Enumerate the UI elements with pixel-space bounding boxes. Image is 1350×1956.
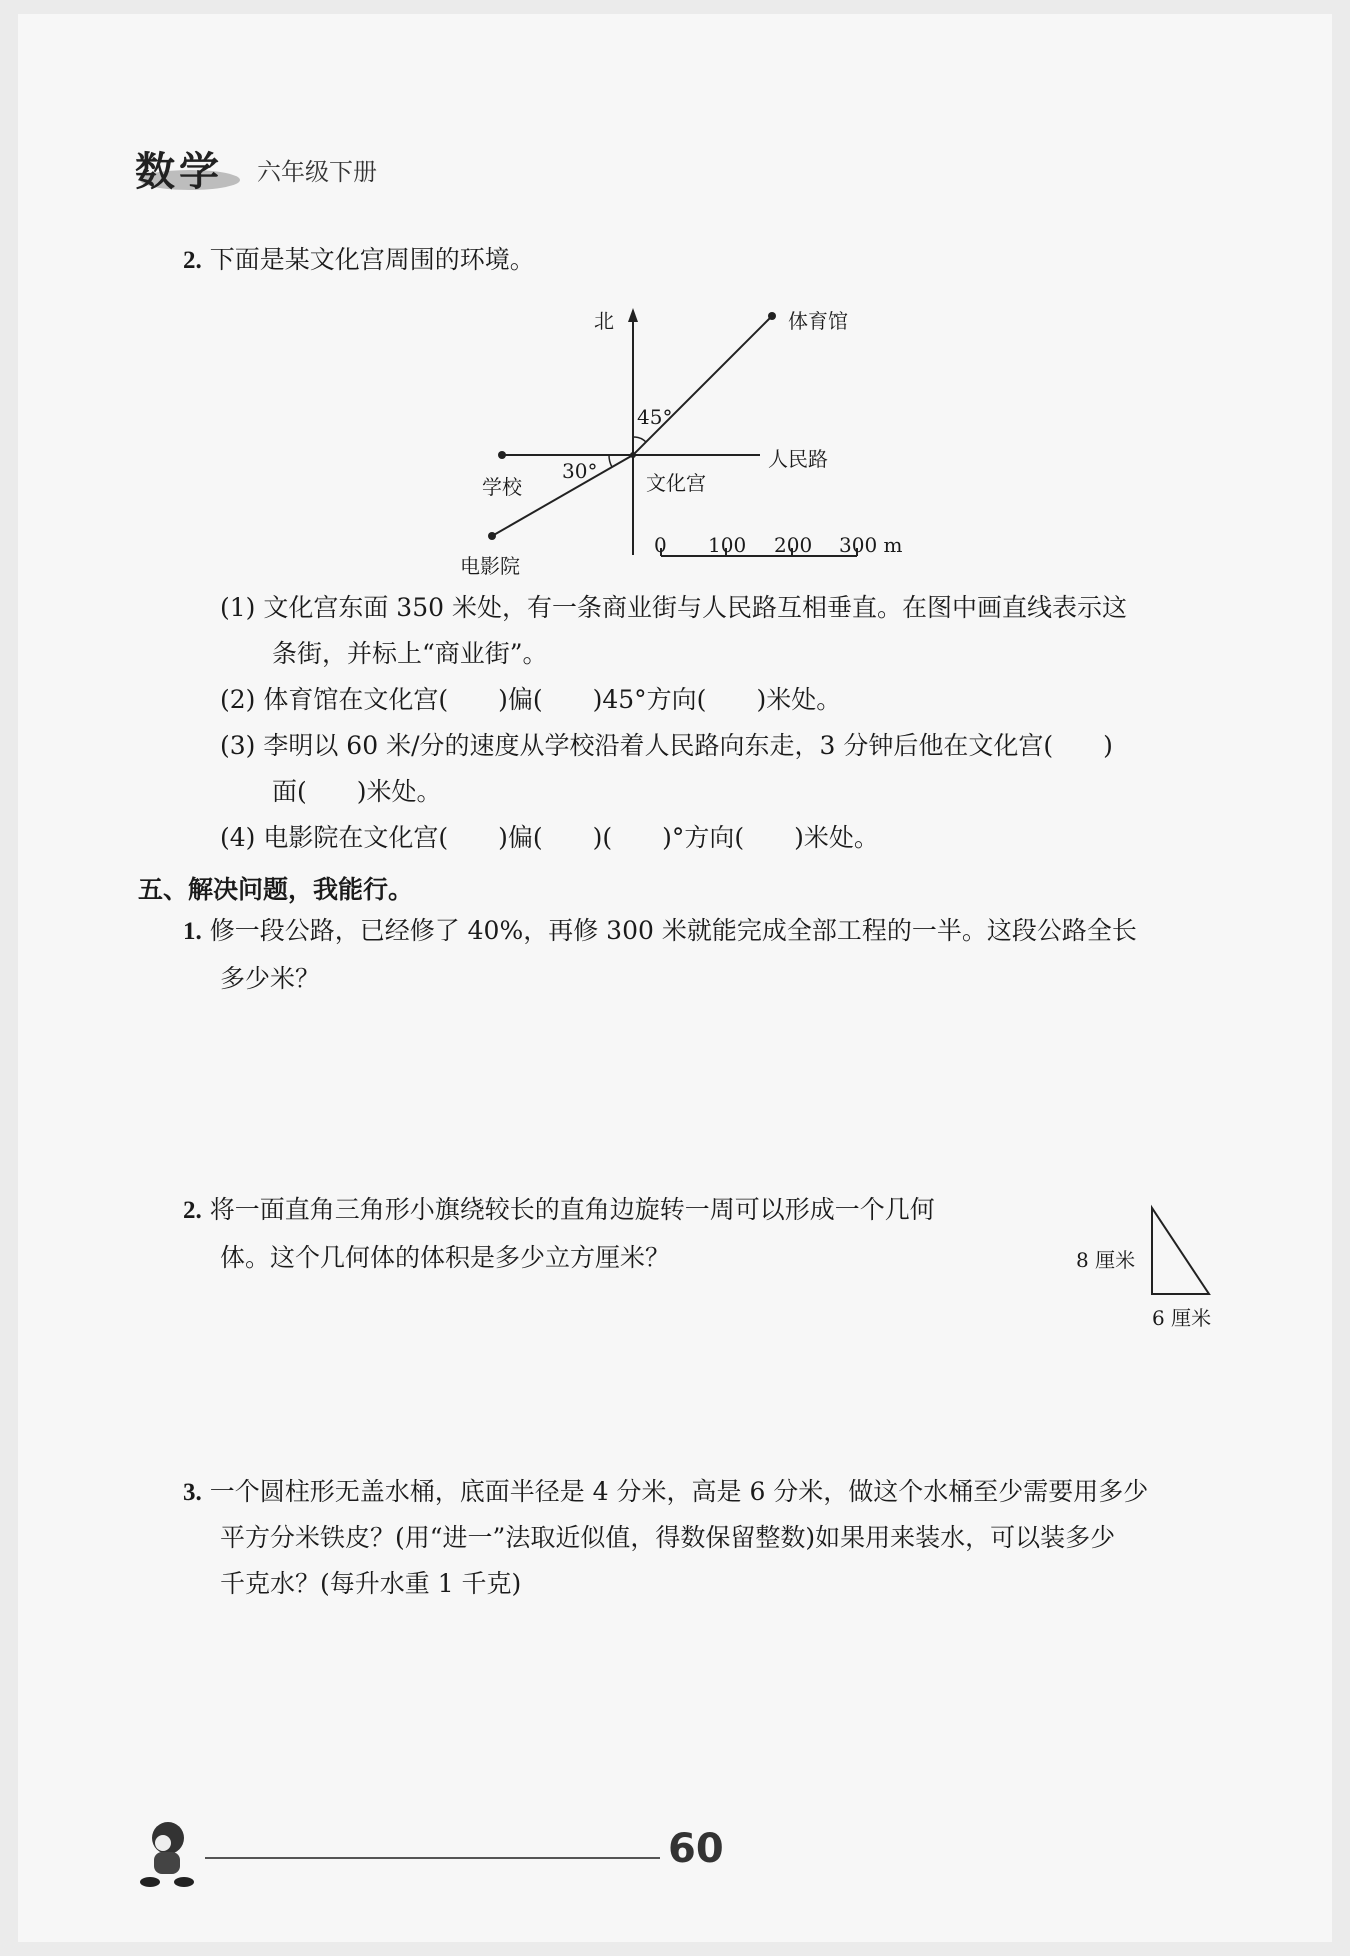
mascot-foot-right <box>174 1877 194 1887</box>
p3-line1: 一个圆柱形无盖水桶，底面半径是 4 分米，高是 6 分米，做这个水桶至少需要用多少 <box>209 1477 1149 1506</box>
q2-title: 下面是某文化宫周围的环境。 <box>209 245 535 274</box>
angle-30-label: 30° <box>562 459 598 483</box>
mascot-body <box>154 1852 180 1874</box>
scale-label-0: 0 <box>654 533 667 557</box>
p2-number: 2. <box>183 1197 202 1224</box>
scale-label-100: 100 <box>708 533 747 557</box>
scale-label-300m: 300 m <box>839 533 903 557</box>
q2-sub3-line2: 面( )米处。 <box>272 777 442 806</box>
p2-line1: 将一面直角三角形小旗绕较长的直角边旋转一周可以形成一个几何 <box>209 1195 935 1224</box>
triangle-base-label: 6 厘米 <box>1152 1306 1212 1330</box>
scale-label-200: 200 <box>774 533 813 557</box>
p2-line2: 体。这个几何体的体积是多少立方厘米？ <box>220 1243 671 1272</box>
footer-rule <box>205 1857 660 1859</box>
school-label: 学校 <box>482 475 522 499</box>
triangle-height-label: 8 厘米 <box>1076 1248 1136 1272</box>
q2-sub2: (2) 体育馆在文化宫( )偏( )45°方向( )米处。 <box>220 685 842 714</box>
p1-number: 1. <box>183 918 202 945</box>
q2-sub4: (4) 电影院在文化宫( )偏( )( )°方向( )米处。 <box>220 823 879 852</box>
road-label: 人民路 <box>768 447 828 471</box>
q2-number: 2. <box>183 247 202 274</box>
section5-title: 五、解决问题，我能行。 <box>138 875 414 904</box>
p3-line3: 千克水？(每升水重 1 千克) <box>220 1569 522 1598</box>
q2-sub3-line1: (3) 李明以 60 米/分的速度从学校沿着人民路向东走，3 分钟后他在文化宫( ) <box>220 731 1113 760</box>
mascot-foot-left <box>140 1877 160 1887</box>
grade-label: 六年级下册 <box>257 158 377 186</box>
north-label: 北 <box>594 309 614 333</box>
p1-line2: 多少米？ <box>220 964 321 993</box>
page-number: 60 <box>668 1826 724 1872</box>
subject-title: 数学 <box>135 149 223 195</box>
center-label: 文化宫 <box>646 471 706 495</box>
q2-sub1-line1: (1) 文化宫东面 350 米处，有一条商业街与人民路互相垂直。在图中画直线表示这 <box>220 593 1127 622</box>
mascot-face <box>155 1835 171 1851</box>
angle-45-label: 45° <box>637 405 673 429</box>
stadium-label: 体育馆 <box>788 309 848 333</box>
p1-line1: 修一段公路，已经修了 40%，再修 300 米就能完成全部工程的一半。这段公路全长 <box>209 916 1137 945</box>
cinema-label: 电影院 <box>460 554 520 578</box>
p3-number: 3. <box>183 1479 202 1506</box>
p3-line2: 平方分米铁皮？(用“进一”法取近似值，得数保留整数)如果用来装水，可以装多少 <box>220 1523 1116 1552</box>
q2-sub1-line2: 条街，并标上“商业街”。 <box>272 639 548 668</box>
